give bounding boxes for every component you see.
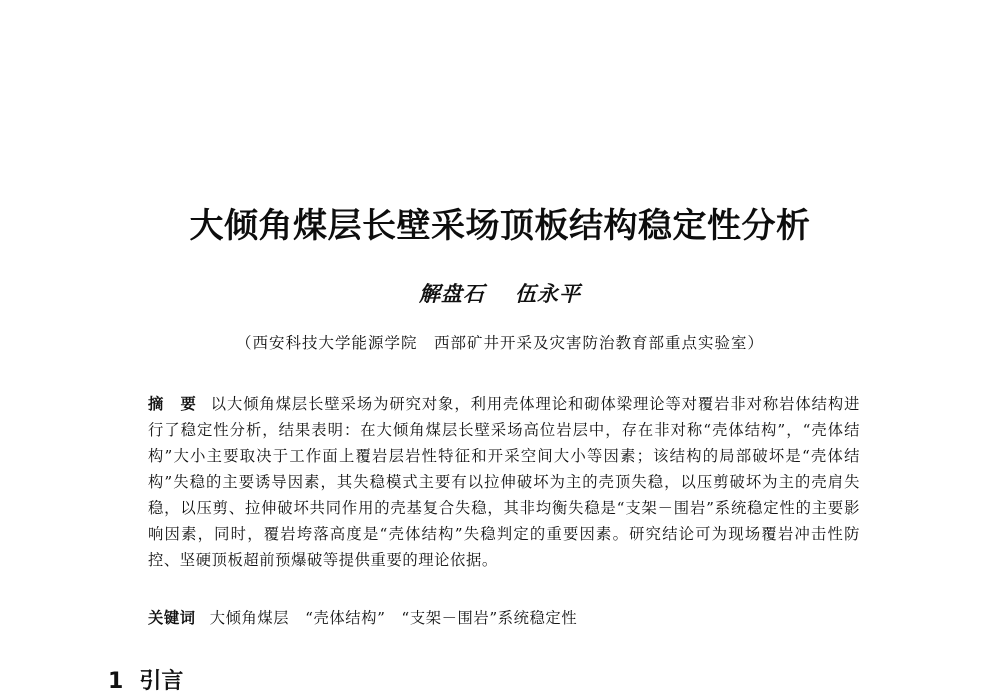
keywords <box>148 606 860 630</box>
paper-title: 大倾角煤层长壁采场顶板结构稳定性分析 <box>189 206 811 246</box>
keywords-label: 关键词 <box>148 609 196 627</box>
author-name: 解盘石 <box>419 281 485 306</box>
abstract-label: 摘 要 <box>148 395 197 413</box>
affiliation: （西安科技大学能源学院 西部矿井开采及灾害防治教育部重点实验室） <box>235 334 764 352</box>
abstract-text: 以大倾角煤层长壁采场为研究对象，利用壳体理论和砌体梁理论等对覆岩非对称岩体结构进行了稳定性分析，结果表明：在大倾角煤层长壁采场高位岩层中，存在非对称“壳体结构”，“壳体结构”大小主要取决于工作面上覆岩层岩性特征和开采空间大小等因素；该结构的局部破坏是“壳体结构”失稳的主要诱导因素，其失稳模式主要有以拉伸破坏为主的壳顶失稳，以压剪破坏为主的壳肩失稳，以压剪、拉伸破坏共同作用的壳基复合失稳，其非均衡失稳是“支架－围岩”系统稳定性的主要影响因素，同时，覆岩垮落高度是“壳体结构”失稳判定的重要因素。研究结论可为现场覆岩冲击性防控、坚硬顶板超前预爆破等提供重要的理论依据。 <box>148 395 860 569</box>
author-list <box>0 278 1000 308</box>
keywords-text: 大倾角煤层 “壳体结构” “支架－围岩”系统稳定性 <box>209 609 578 627</box>
abstract <box>148 391 860 573</box>
section-number: 1 <box>108 669 124 694</box>
section-title: 引言 <box>139 669 184 694</box>
author-name: 伍永平 <box>515 281 581 306</box>
